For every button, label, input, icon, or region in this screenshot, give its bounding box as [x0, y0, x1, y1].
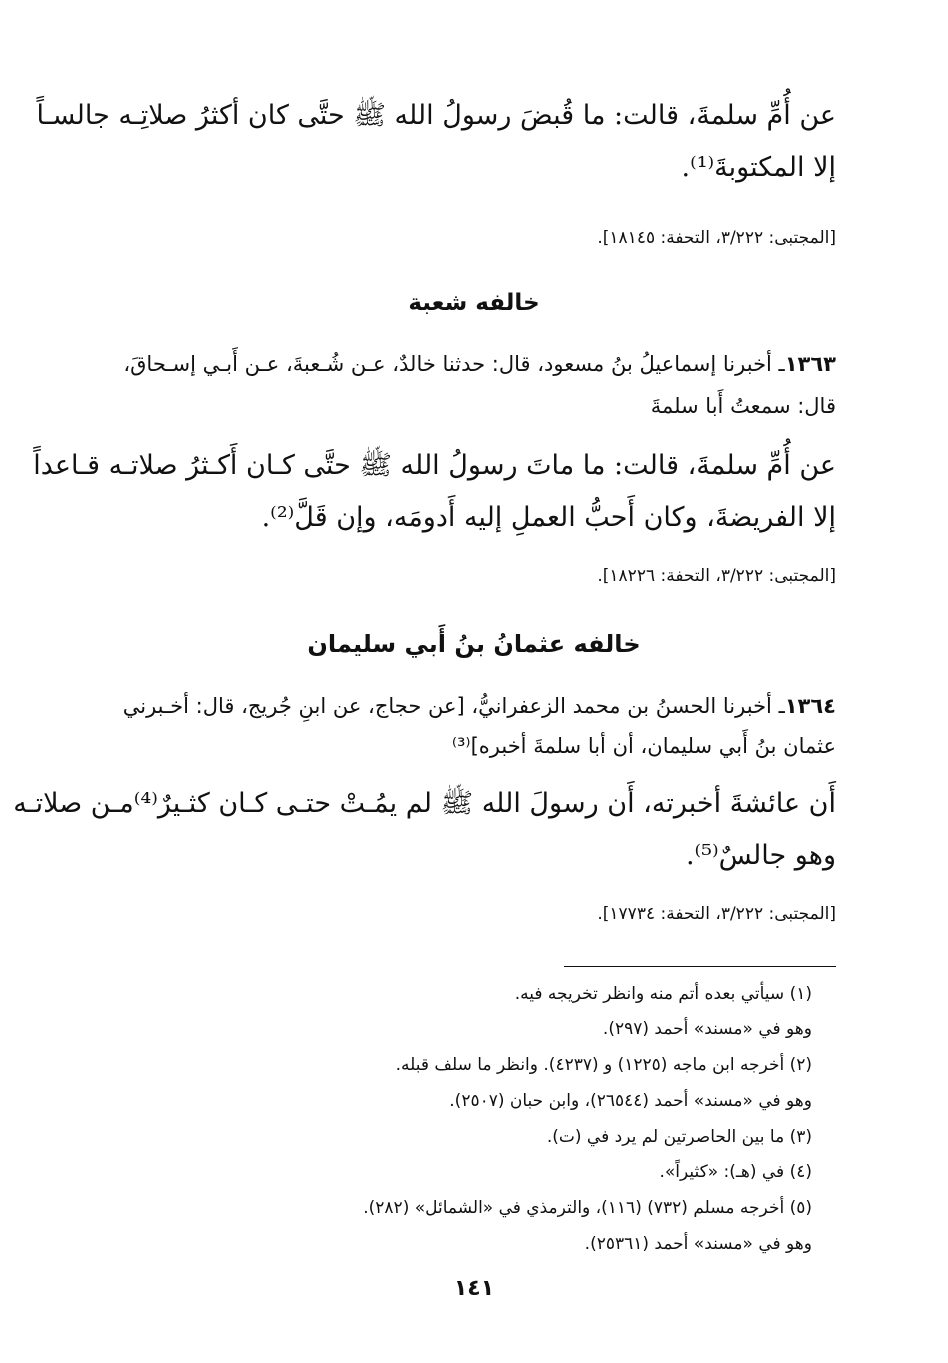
section-heading: خالفه عثمانُ بنُ أَبي سليمان — [307, 630, 641, 658]
isnad-line — [123, 694, 836, 718]
isnad-line: عثمان بنُ أَبي سليمان، أن أبا سلمةَ أخبره]⁽³⁾ — [451, 734, 836, 758]
hadith-number: ١٣٦٤ — [784, 694, 836, 718]
section-heading: خالفه شعبة — [408, 290, 540, 316]
footnote-line: (٤) في (هـ): «كثيراً». — [659, 1162, 812, 1182]
page-number: ١٤١ — [453, 1276, 495, 1301]
footnote-line: (٥) أخرجه مسلم (٧٣٢) (١١٦)، والترمذي في «الشمائل» (٢٨٢). — [363, 1198, 812, 1218]
footnote-separator — [564, 966, 836, 967]
hadith-text-line: عن أُمِّ سلمةَ، قالت: ما ماتَ رسولُ الله ﷺ حتَّى كـان أَكـثرُ صلاتـه قـاعداً — [33, 450, 836, 481]
footnote-line: وهو في «مسند» أحمد (٢٩٧). — [602, 1019, 812, 1039]
hadith-text-line: أَن عائشةَ أخبرته، أَن رسولَ الله ﷺ لم يمُـتْ حتـى كـان كثـيرٌ⁽⁴⁾مـن صلاتـه — [13, 788, 836, 819]
footnote-line: وهو في «مسند» أحمد (٢٥٣٦١). — [584, 1234, 812, 1254]
source-reference: [المجتبى: ٣/٢٢٢، التحفة: ١٧٧٣٤]. — [597, 904, 836, 924]
isnad-line — [123, 352, 836, 376]
source-reference: [المجتبى: ٣/٢٢٢، التحفة: ١٨١٤٥]. — [597, 228, 836, 248]
isnad-line: قال: سمعتُ أَبا سلمةَ — [650, 394, 836, 418]
isnad-text: ـ أخبرنا إسماعيلُ بنُ مسعود، قال: حدثنا خالدٌ، عـن شُـعبةَ، عـن أَبـي إسـحاقَ، — [123, 352, 785, 376]
hadith-text-line: إلا المكتوبةَ⁽¹⁾. — [681, 152, 836, 183]
footnote-line: (١) سيأتي بعده أتم منه وانظر تخريجه فيه. — [514, 984, 812, 1004]
hadith-text-line: إلا الفريضةَ، وكان أَحبُّ العملِ إليه أَدومَه، وإن قَلَّ⁽²⁾. — [261, 502, 836, 533]
source-reference: [المجتبى: ٣/٢٢٢، التحفة: ١٨٢٢٦]. — [597, 566, 836, 586]
footnote-line: وهو في «مسند» أحمد (٢٦٥٤٤)، وابن حبان (٢٥٠٧). — [449, 1091, 812, 1111]
footnote-line: (٣) ما بين الحاصرتين لم يرد في (ت). — [546, 1127, 812, 1147]
hadith-text-line: وهو جالسٌ⁽⁵⁾. — [685, 840, 836, 871]
hadith-number: ١٣٦٣ — [784, 352, 836, 376]
isnad-text: ـ أخبرنا الحسنُ بن محمد الزعفرانيُّ، [عن حجاج، عن ابنِ جُريج، قال: أخـبرني — [122, 694, 785, 718]
footnote-line: (٢) أخرجه ابن ماجه (١٢٢٥) و (٤٢٣٧). وانظر ما سلف قبله. — [395, 1055, 812, 1075]
hadith-text-line: عن أُمِّ سلمةَ، قالت: ما قُبضَ رسولُ الله ﷺ حتَّى كان أكثرُ صلاتِـه جالسـاً — [36, 100, 836, 131]
